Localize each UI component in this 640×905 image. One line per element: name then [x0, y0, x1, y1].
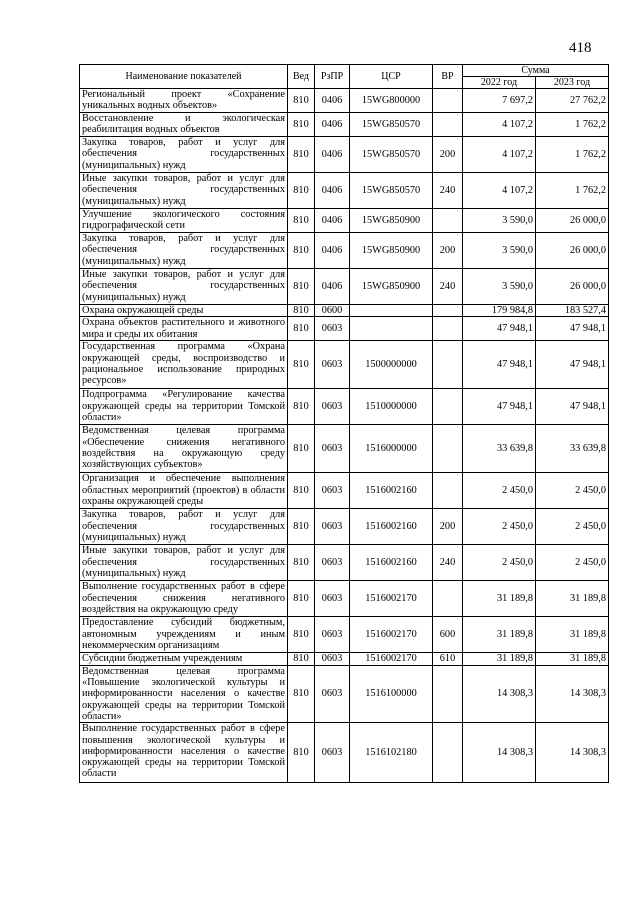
cell-y2022: 4 107,2 — [463, 137, 536, 173]
table-row — [80, 173, 609, 209]
cell-y2023: 1 762,2 — [536, 137, 609, 173]
cell-name: Государственная программа «Охрана окружающей среды, воспроизводство и рациональное использование природных ресурсов» — [80, 341, 288, 389]
cell-ved: 810 — [288, 317, 315, 341]
cell-y2022: 14 308,3 — [463, 665, 536, 723]
cell-vr — [433, 723, 463, 783]
cell-y2023: 2 450,0 — [536, 509, 609, 545]
cell-name: Восстановление и экологическая реабилитация водных объектов — [80, 113, 288, 137]
cell-rzpr: 0406 — [315, 89, 350, 113]
table-row — [80, 269, 609, 305]
cell-csr: 1516002160 — [350, 509, 433, 545]
cell-name: Охрана окружающей среды — [80, 305, 288, 317]
table-row — [80, 317, 609, 341]
cell-vr — [433, 317, 463, 341]
cell-y2022: 179 984,8 — [463, 305, 536, 317]
cell-name: Ведомственная целевая программа «Повышение экологической культуры и информированности населения о качестве окружающей среды на территории Томской области» — [80, 665, 288, 723]
cell-csr: 1510000000 — [350, 389, 433, 425]
cell-name: Организация и обеспечение выполнения областных мероприятий (проектов) в области охраны окружающей среды — [80, 473, 288, 509]
cell-name: Иные закупки товаров, работ и услуг для обеспечения государственных (муниципальных) нужд — [80, 173, 288, 209]
cell-name: Предоставление субсидий бюджетным, автономным учреждениям и иным некоммерческим организациям — [80, 617, 288, 653]
cell-y2023: 26 000,0 — [536, 233, 609, 269]
cell-y2022: 3 590,0 — [463, 233, 536, 269]
cell-ved: 810 — [288, 653, 315, 665]
cell-y2023: 1 762,2 — [536, 173, 609, 209]
table-row — [80, 723, 609, 783]
cell-rzpr: 0603 — [315, 617, 350, 653]
cell-csr: 1516002170 — [350, 653, 433, 665]
cell-ved: 810 — [288, 581, 315, 617]
cell-rzpr: 0603 — [315, 341, 350, 389]
cell-rzpr: 0406 — [315, 137, 350, 173]
cell-ved: 810 — [288, 389, 315, 425]
cell-y2022: 4 107,2 — [463, 173, 536, 209]
table-row — [80, 113, 609, 137]
cell-y2023: 31 189,8 — [536, 653, 609, 665]
budget-table — [79, 64, 609, 783]
table-row — [80, 509, 609, 545]
header-sum: Сумма — [463, 65, 609, 77]
cell-y2023: 2 450,0 — [536, 473, 609, 509]
cell-ved: 810 — [288, 209, 315, 233]
cell-y2022: 2 450,0 — [463, 473, 536, 509]
cell-ved: 810 — [288, 233, 315, 269]
cell-rzpr: 0603 — [315, 425, 350, 473]
header-2022: 2022 год — [463, 77, 536, 89]
cell-csr: 1516002170 — [350, 581, 433, 617]
cell-vr: 240 — [433, 269, 463, 305]
table-row — [80, 473, 609, 509]
cell-ved: 810 — [288, 723, 315, 783]
cell-y2022: 14 308,3 — [463, 723, 536, 783]
cell-vr: 200 — [433, 233, 463, 269]
cell-y2023: 183 527,4 — [536, 305, 609, 317]
cell-y2023: 47 948,1 — [536, 389, 609, 425]
cell-y2023: 47 948,1 — [536, 317, 609, 341]
cell-y2022: 47 948,1 — [463, 341, 536, 389]
cell-y2022: 33 639,8 — [463, 425, 536, 473]
cell-vr — [433, 305, 463, 317]
cell-csr: 1516002160 — [350, 473, 433, 509]
cell-name: Выполнение государственных работ в сфере повышения экологической культуры и информированности населения о качестве окружающей среды на территории Томской области — [80, 723, 288, 783]
cell-ved: 810 — [288, 665, 315, 723]
table-row — [80, 389, 609, 425]
cell-y2022: 31 189,8 — [463, 653, 536, 665]
table-row — [80, 305, 609, 317]
cell-y2023: 1 762,2 — [536, 113, 609, 137]
header-vr: ВР — [433, 65, 463, 89]
cell-name: Иные закупки товаров, работ и услуг для обеспечения государственных (муниципальных) нужд — [80, 545, 288, 581]
table-row — [80, 581, 609, 617]
cell-rzpr: 0603 — [315, 653, 350, 665]
cell-y2022: 2 450,0 — [463, 509, 536, 545]
cell-y2022: 31 189,8 — [463, 617, 536, 653]
cell-rzpr: 0406 — [315, 233, 350, 269]
table-row — [80, 341, 609, 389]
cell-ved: 810 — [288, 509, 315, 545]
cell-y2023: 14 308,3 — [536, 665, 609, 723]
cell-rzpr: 0603 — [315, 473, 350, 509]
cell-name: Улучшение экологического состояния гидрографической сети — [80, 209, 288, 233]
cell-y2023: 26 000,0 — [536, 269, 609, 305]
cell-y2023: 14 308,3 — [536, 723, 609, 783]
cell-y2022: 31 189,8 — [463, 581, 536, 617]
cell-csr: 1516102180 — [350, 723, 433, 783]
cell-csr: 15WG850900 — [350, 209, 433, 233]
cell-ved: 810 — [288, 173, 315, 209]
cell-name: Региональный проект «Сохранение уникальных водных объектов» — [80, 89, 288, 113]
header-2023: 2023 год — [536, 77, 609, 89]
header-csr: ЦСР — [350, 65, 433, 89]
cell-ved: 810 — [288, 341, 315, 389]
cell-vr — [433, 209, 463, 233]
cell-csr: 1516002160 — [350, 545, 433, 581]
cell-ved: 810 — [288, 425, 315, 473]
cell-rzpr: 0603 — [315, 581, 350, 617]
cell-y2022: 4 107,2 — [463, 113, 536, 137]
table-row — [80, 617, 609, 653]
cell-rzpr: 0406 — [315, 269, 350, 305]
cell-y2022: 7 697,2 — [463, 89, 536, 113]
cell-vr: 600 — [433, 617, 463, 653]
table-row — [80, 89, 609, 113]
table-row — [80, 653, 609, 665]
cell-name: Закупка товаров, работ и услуг для обеспечения государственных (муниципальных) нужд — [80, 509, 288, 545]
table-row — [80, 545, 609, 581]
cell-y2023: 2 450,0 — [536, 545, 609, 581]
cell-y2023: 31 189,8 — [536, 617, 609, 653]
cell-y2023: 27 762,2 — [536, 89, 609, 113]
cell-csr: 15WG850900 — [350, 233, 433, 269]
cell-rzpr: 0603 — [315, 389, 350, 425]
cell-rzpr: 0603 — [315, 509, 350, 545]
cell-y2022: 3 590,0 — [463, 269, 536, 305]
header-ved: Вед — [288, 65, 315, 89]
cell-rzpr: 0406 — [315, 209, 350, 233]
cell-vr — [433, 425, 463, 473]
header-rzpr: РзПР — [315, 65, 350, 89]
cell-rzpr: 0600 — [315, 305, 350, 317]
cell-y2023: 31 189,8 — [536, 581, 609, 617]
cell-vr: 200 — [433, 137, 463, 173]
cell-csr: 15WG850570 — [350, 137, 433, 173]
cell-csr: 1516000000 — [350, 425, 433, 473]
cell-y2022: 3 590,0 — [463, 209, 536, 233]
cell-name: Выполнение государственных работ в сфере обеспечения снижения негативного воздействия на окружающую среду — [80, 581, 288, 617]
cell-name: Охрана объектов растительного и животного мира и среды их обитания — [80, 317, 288, 341]
cell-name: Закупка товаров, работ и услуг для обеспечения государственных (муниципальных) нужд — [80, 137, 288, 173]
cell-rzpr: 0603 — [315, 723, 350, 783]
cell-vr: 240 — [433, 545, 463, 581]
cell-name: Подпрограмма «Регулирование качества окружающей среды на территории Томской области» — [80, 389, 288, 425]
table-row — [80, 233, 609, 269]
cell-name: Субсидии бюджетным учреждениям — [80, 653, 288, 665]
cell-csr: 15WG850900 — [350, 269, 433, 305]
cell-csr: 15WG850570 — [350, 113, 433, 137]
cell-vr: 240 — [433, 173, 463, 209]
cell-vr — [433, 665, 463, 723]
table-row — [80, 209, 609, 233]
cell-name: Закупка товаров, работ и услуг для обеспечения государственных (муниципальных) нужд — [80, 233, 288, 269]
header-name: Наименование показателей — [80, 65, 288, 89]
table-row — [80, 425, 609, 473]
cell-y2022: 47 948,1 — [463, 389, 536, 425]
cell-vr — [433, 473, 463, 509]
cell-ved: 810 — [288, 545, 315, 581]
cell-name: Ведомственная целевая программа «Обеспечение снижения негативного воздействия на окружающую среду хозяйствующих субъектов» — [80, 425, 288, 473]
table-row — [80, 137, 609, 173]
cell-y2023: 47 948,1 — [536, 341, 609, 389]
cell-vr — [433, 389, 463, 425]
cell-ved: 810 — [288, 89, 315, 113]
table-row — [80, 665, 609, 723]
cell-vr: 200 — [433, 509, 463, 545]
cell-ved: 810 — [288, 617, 315, 653]
cell-y2023: 26 000,0 — [536, 209, 609, 233]
cell-y2023: 33 639,8 — [536, 425, 609, 473]
cell-csr — [350, 305, 433, 317]
cell-csr: 1516002170 — [350, 617, 433, 653]
cell-rzpr: 0406 — [315, 173, 350, 209]
cell-rzpr: 0603 — [315, 317, 350, 341]
cell-vr — [433, 89, 463, 113]
cell-vr: 610 — [433, 653, 463, 665]
cell-name: Иные закупки товаров, работ и услуг для обеспечения государственных (муниципальных) нужд — [80, 269, 288, 305]
cell-csr: 15WG800000 — [350, 89, 433, 113]
cell-csr — [350, 317, 433, 341]
cell-ved: 810 — [288, 305, 315, 317]
cell-rzpr: 0406 — [315, 113, 350, 137]
page-number: 418 — [569, 40, 592, 56]
cell-rzpr: 0603 — [315, 545, 350, 581]
cell-y2022: 2 450,0 — [463, 545, 536, 581]
cell-ved: 810 — [288, 113, 315, 137]
cell-vr — [433, 581, 463, 617]
cell-csr: 15WG850570 — [350, 173, 433, 209]
cell-csr: 1500000000 — [350, 341, 433, 389]
cell-csr: 1516100000 — [350, 665, 433, 723]
cell-vr — [433, 341, 463, 389]
cell-ved: 810 — [288, 137, 315, 173]
cell-vr — [433, 113, 463, 137]
cell-y2022: 47 948,1 — [463, 317, 536, 341]
cell-rzpr: 0603 — [315, 665, 350, 723]
cell-ved: 810 — [288, 269, 315, 305]
cell-ved: 810 — [288, 473, 315, 509]
